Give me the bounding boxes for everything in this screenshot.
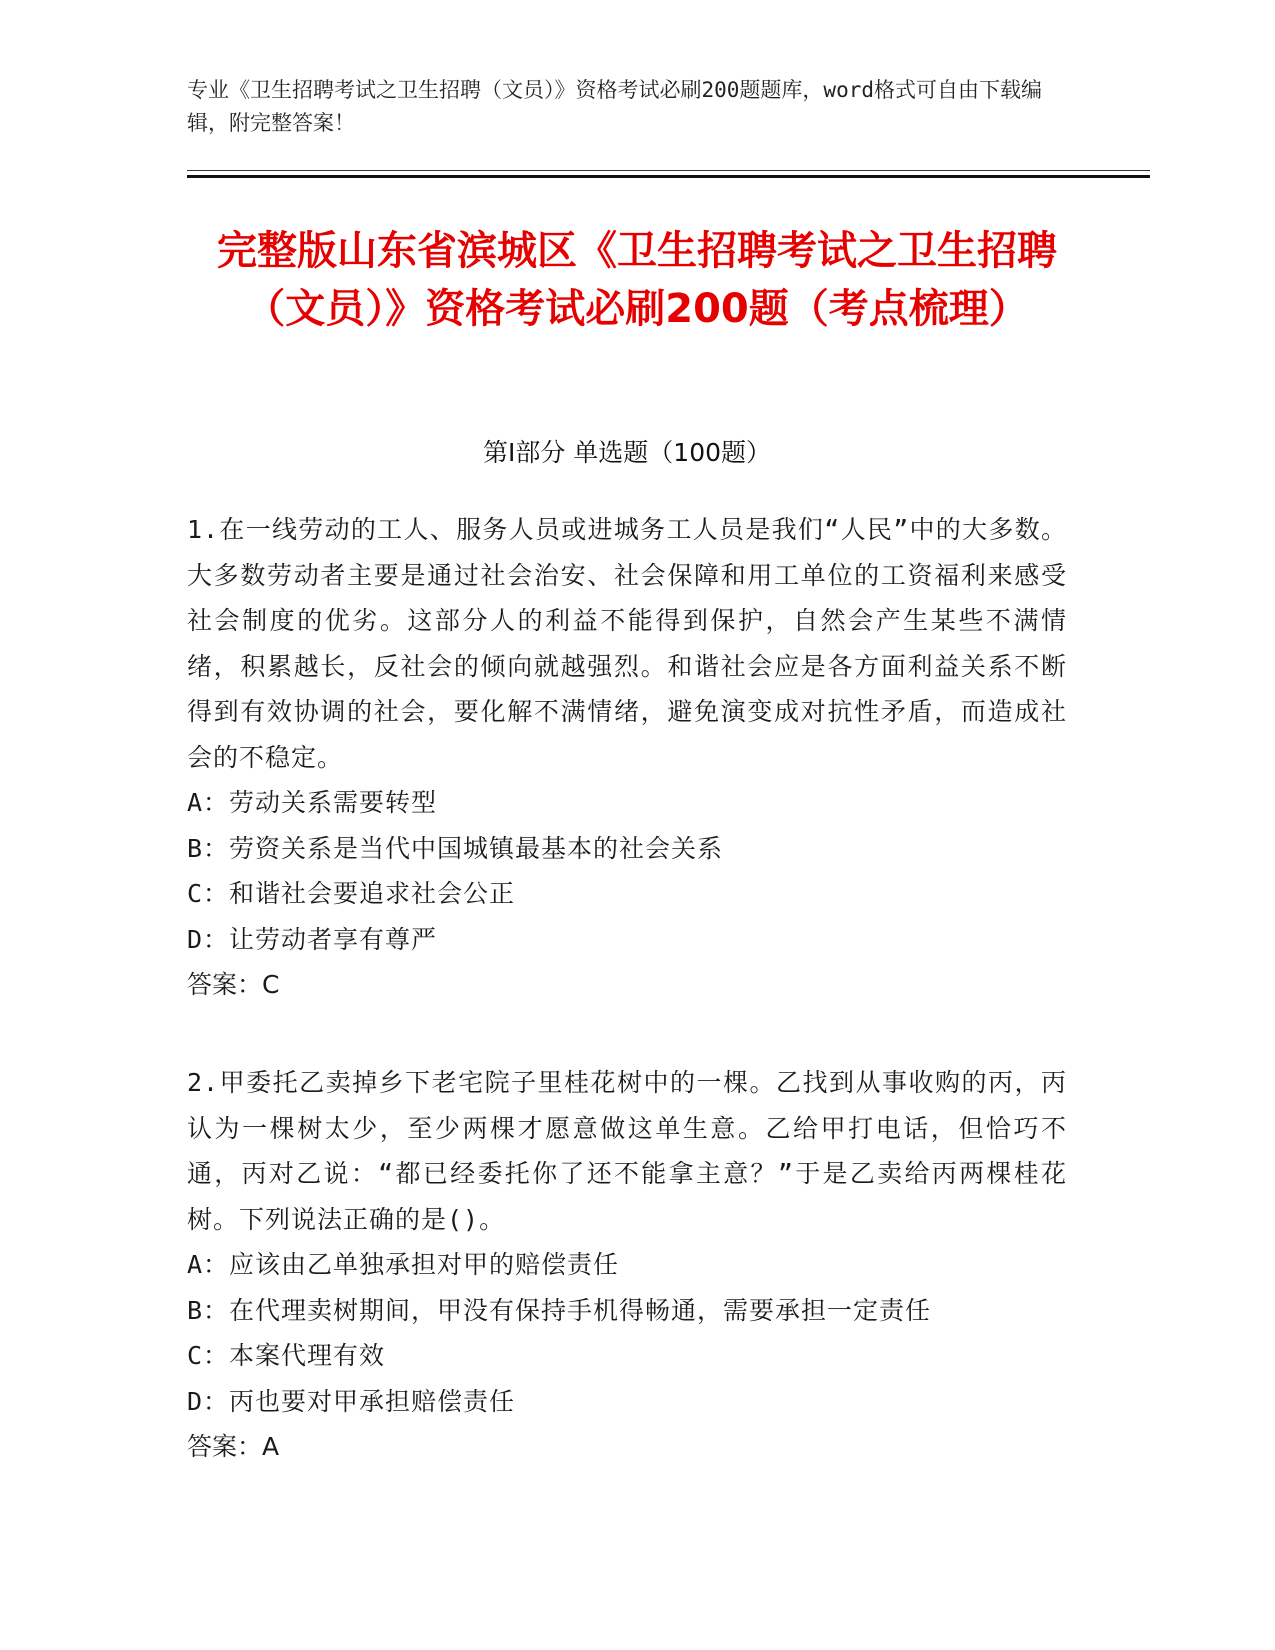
- option-a: A：应该由乙单独承担对甲的赔偿责任: [187, 1250, 620, 1279]
- option-d: D：让劳动者享有尊严: [187, 924, 438, 954]
- question-stem: 2.甲委托乙卖掉乡下老宅院子里桂花树中的一棵。乙找到从事收购的丙，丙认为一棵树太少，至少两棵才愿意做这单生意。乙给甲打电话，但恰巧不通，丙对乙说：“都已经委托你了还不能拿主意？”于是乙卖给丙两棵桂花树。下列说法正确的是()。: [187, 1068, 1067, 1234]
- question-1: [187, 507, 1067, 1008]
- option-b: B：在代理卖树期间，甲没有保持手机得畅通，需要承担一定责任: [187, 1295, 932, 1325]
- header-rule-thick: [187, 175, 1150, 178]
- answer: 答案：A: [187, 1432, 280, 1461]
- option-c: C：本案代理有效: [187, 1341, 386, 1370]
- question-stem: 1.在一线劳动的工人、服务人员或进城务工人员是我们“人民”中的大多数。大多数劳动者主要是通过社会治安、社会保障和用工单位的工资福利来感受社会制度的优劣。这部分人的利益不能得到保护，自然会产生某些不满情绪，积累越长，反社会的倾向就越强烈。和谐社会应是各方面利益关系不断得到有效协调的社会，要化解不满情绪，避免演变成对抗性矛盾，而造成社会的不稳定。: [187, 515, 1067, 772]
- option-b: B：劳资关系是当代中国城镇最基本的社会关系: [187, 833, 724, 863]
- option-c: C：和谐社会要追求社会公正: [187, 879, 516, 908]
- answer: 答案：C: [187, 970, 280, 999]
- section-title: 第I部分 单选题（100题）: [482, 438, 772, 467]
- header-note: 专业《卫生招聘考试之卫生招聘（文员）》资格考试必刷200题题库，word格式可自由下载编辑，附完整答案！: [187, 78, 1042, 135]
- option-d: D：丙也要对甲承担赔偿责任: [187, 1386, 516, 1416]
- header-rule-thin: [187, 170, 1150, 171]
- question-2: [187, 1060, 1067, 1470]
- option-a: A：劳动关系需要转型: [187, 788, 438, 817]
- document-title: 完整版山东省滨城区《卫生招聘考试之卫生招聘（文员）》资格考试必刷200题（考点梳理）: [217, 228, 1057, 332]
